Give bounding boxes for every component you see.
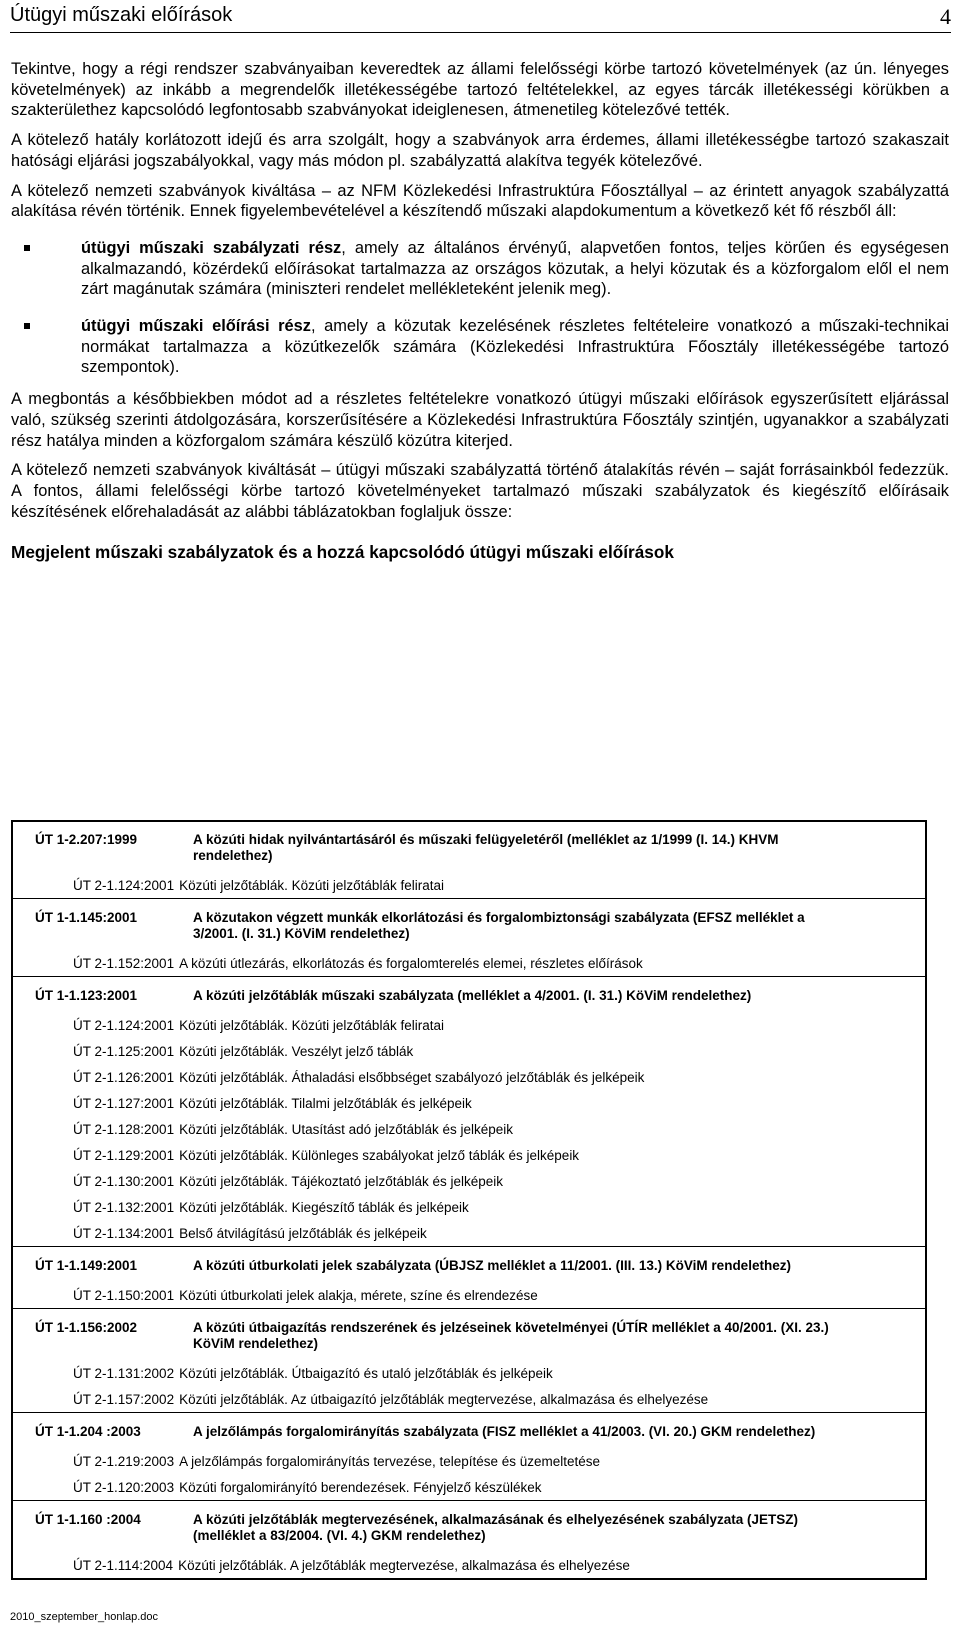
standard-description: Közúti jelzőtáblák. Közúti jelzőtáblák feliratai: [179, 878, 444, 893]
standard-code: ÚT 1-1.156:2002: [35, 1320, 138, 1335]
square-bullet-icon: [24, 245, 30, 251]
standard-description: Közúti jelzőtáblák. Tilalmi jelzőtáblák és jelképeik: [179, 1096, 472, 1111]
bullet-text: , amely a közutak kezelésének részletes feltételeire vonatkozó a műszaki-technikai normákat tartalmazza a közútkezelők számára (Közlekedési Infrastruktúra Főosztály illetékességébe tartozó szempontok).: [81, 317, 949, 377]
standard-code: ÚT 2-1.132:2001: [73, 1200, 175, 1215]
table-sub-row: [13, 1064, 925, 1090]
bullet-bold-term: útügyi műszaki előírási rész: [81, 317, 311, 336]
standard-description: A közutakon végzett munkák elkorlátozási és forgalombiztonsági szabályzata (EFSZ melléklet a 3/2001. (I. 31.) KöViM rendelethez): [193, 910, 805, 941]
standard-description: A jelzőlámpás forgalomirányítás tervezése, telepítése és üzemeltetése: [179, 1454, 601, 1469]
page-header: [10, 0, 951, 33]
standard-code: ÚT 2-1.125:2001: [73, 1044, 175, 1059]
table-sub-row: [13, 950, 925, 976]
section-heading: Megjelent műszaki szabályzatok és a hozzá kapcsolódó útügyi műszaki előírások: [11, 542, 674, 563]
standard-description: Közúti jelzőtáblák. A jelzőtáblák megtervezése, alkalmazása és elhelyezése: [178, 1558, 630, 1573]
standard-code: ÚT 2-1.150:2001: [73, 1288, 175, 1303]
table-sub-row: [13, 1012, 925, 1038]
standard-description: Közúti forgalomirányító berendezések. Fényjelző készülékek: [179, 1480, 542, 1495]
table-sub-row: [13, 1474, 925, 1500]
standard-code: ÚT 2-1.124:2001: [73, 878, 175, 893]
standard-description: Közúti útburkolati jelek alakja, mérete, színe és elrendezése: [179, 1288, 538, 1303]
standard-code: ÚT 2-1.124:2001: [73, 1018, 175, 1033]
standard-code: ÚT 1-2.207:1999: [35, 832, 138, 847]
table-sub-row: [13, 872, 925, 898]
bullet-item: [11, 316, 949, 378]
standard-description: Belső átvilágítású jelzőtáblák és jelképeik: [179, 1226, 427, 1241]
table-sub-row: [13, 1038, 925, 1064]
standard-description: A jelzőlámpás forgalomirányítás szabályzata (FISZ melléklet a 41/2003. (VI. 20.) GKM rendelethez): [193, 1424, 816, 1439]
table-sub-row: [13, 1116, 925, 1142]
footer-filename: 2010_szeptember_honlap.doc: [10, 1611, 159, 1623]
standard-code: ÚT 2-1.219:2003: [73, 1454, 175, 1469]
table-sub-row: [13, 1220, 925, 1246]
table-sub-row: [13, 1168, 925, 1194]
page-number: 4: [940, 4, 951, 29]
standard-code: ÚT 2-1.152:2001: [73, 956, 175, 971]
table-main-row: [13, 1412, 925, 1448]
square-bullet-icon: [24, 323, 30, 329]
standard-description: A közúti jelzőtáblák műszaki szabályzata (melléklet a 4/2001. (I. 31.) KöViM rendelethez): [193, 988, 752, 1003]
standard-description: Közúti jelzőtáblák. Útbaigazító és utaló jelzőtáblák és jelképeik: [179, 1366, 553, 1381]
standards-table: [11, 820, 927, 1580]
standard-description: A közúti hidak nyilvántartásáról és műszaki felügyeletéről (melléklet az 1/1999 (I. 14.) KHVM rendelethez): [193, 832, 779, 863]
table-sub-row: [13, 1142, 925, 1168]
standard-description: A közúti útburkolati jelek szabályzata (ÚBJSZ melléklet a 11/2001. (III. 13.) KöViM rendelethez): [193, 1258, 791, 1273]
table-sub-row: [13, 1282, 925, 1308]
paragraph: A megbontás a későbbiekben módot ad a részletes feltételekre vonatkozó útügyi műszaki előírások egyszerűsített eljárással való, szükség szerinti átdolgozására, korszerűsítésére a Közlekedési Infrastruktúra Főosztály szintjén, ugyanakkor a szabályzati rész hatálya minden a közforgalom számára készülő közútra kiterjed.: [11, 390, 949, 450]
paragraph: A kötelező hatály korlátozott idejű és arra szolgált, hogy a szabványok arra érdemes, állami illetékességbe tartozó szakaszait hatósági eljárási jogszabályokkal, vagy más módon pl. szabályzattá alakítva tegyék kötelezővé.: [11, 131, 949, 170]
standard-code: ÚT 2-1.129:2001: [73, 1148, 175, 1163]
standard-description: Közúti jelzőtáblák. Veszélyt jelző táblák: [179, 1044, 414, 1059]
standard-description: Közúti jelzőtáblák. Az útbaigazító jelzőtáblák megtervezése, alkalmazása és elhelyezése: [179, 1392, 709, 1407]
standard-description: Közúti jelzőtáblák. Utasítást adó jelzőtáblák és jelképeik: [179, 1122, 514, 1137]
document-body: [11, 59, 949, 563]
paragraph: A kötelező nemzeti szabványok kiváltását – útügyi műszaki szabályzattá történő átalakítás révén – saját forrásainkból fedezzük. A fontos, állami felelősségi körbe tartozó követelményeket tartalmazó műszaki szabályzatok és kiegészítő előírásaik készítésének előrehaladását az alábbi táblázatokban foglaljuk össze:: [11, 461, 949, 521]
paragraph: Tekintve, hogy a régi rendszer szabványaiban keveredtek az állami felelősségi körbe tartozó követelmények (az ún. lényeges követelmények) az inkább a megrendelők illetékességébe tartozó feltételekkel, az egyes tárcák illetékességi körükben a szakterülethez kapcsolódó legfontosabb szabványokat ideiglenesen, átmenetileg kötelezővé tették.: [11, 60, 949, 120]
standard-description: A közúti útbaigazítás rendszerének és jelzéseinek követelményei (ÚTÍR melléklet a 40/2001. (XI. 23.) KöViM rendelethez): [193, 1320, 829, 1351]
standard-code: ÚT 1-1.145:2001: [35, 910, 138, 925]
table-sub-row: [13, 1448, 925, 1474]
standard-code: ÚT 2-1.120:2003: [73, 1480, 175, 1495]
table-main-row: [13, 822, 925, 872]
standard-description: A közúti útlezárás, elkorlátozás és forgalomterelés elemei, részletes előírások: [179, 956, 643, 971]
standard-code: ÚT 1-1.123:2001: [35, 988, 138, 1003]
table-main-row: [13, 1246, 925, 1282]
standard-description: Közúti jelzőtáblák. Közúti jelzőtáblák feliratai: [179, 1018, 444, 1033]
document-title: Útügyi műszaki előírások: [10, 4, 233, 26]
standard-code: ÚT 2-1.157:2002: [73, 1392, 175, 1407]
standard-description: A közúti jelzőtáblák megtervezésének, alkalmazásának és elhelyezésének szabályzata (JETSZ) (melléklet a 83/2004. (VI. 4.) GKM rendelethez): [193, 1512, 799, 1543]
table-sub-row: [13, 1386, 925, 1412]
bullet-text: , amely az általános érvényű, alapvetően fontos, teljes körűen és egységesen alkalmazandó, közérdekű előírásokat tartalmazza az országos közutak, a helyi közutak és a közforgalom elől el nem zárt magánutak számára (miniszteri rendelet mellékleteként jelenik meg).: [81, 238, 949, 299]
standard-code: ÚT 2-1.131:2002: [73, 1366, 175, 1381]
standard-code: ÚT 1-1.149:2001: [35, 1258, 138, 1273]
standard-code: ÚT 1-1.160 :2004: [35, 1512, 141, 1527]
standard-code: ÚT 2-1.128:2001: [73, 1122, 175, 1137]
table-sub-row: [13, 1360, 925, 1386]
bullet-bold-term: útügyi műszaki szabályzati rész: [81, 238, 342, 257]
standard-description: Közúti jelzőtáblák. Áthaladási elsőbbséget szabályozó jelzőtáblák és jelképeik: [179, 1070, 645, 1085]
standard-code: ÚT 1-1.204 :2003: [35, 1424, 141, 1439]
table-main-row: [13, 1308, 925, 1360]
table-main-row: [13, 898, 925, 950]
standard-code: ÚT 2-1.134:2001: [73, 1226, 175, 1241]
standard-code: ÚT 2-1.114:2004: [73, 1558, 174, 1573]
bullet-item: [11, 238, 949, 300]
table-sub-row: [13, 1090, 925, 1116]
table-sub-row: [13, 1552, 925, 1578]
standard-code: ÚT 2-1.130:2001: [73, 1174, 175, 1189]
standard-code: ÚT 2-1.126:2001: [73, 1070, 175, 1085]
standard-description: Közúti jelzőtáblák. Tájékoztató jelzőtáblák és jelképeik: [179, 1174, 504, 1189]
paragraph: A kötelező nemzeti szabványok kiváltása – az NFM Közlekedési Infrastruktúra Főosztállyal – az érintett anyagok szabályzattá alakítása révén történik. Ennek figyelembevételével a készítendő műszaki alapdokumentum a következő két fő részből áll:: [11, 181, 949, 221]
table-sub-row: [13, 1194, 925, 1220]
standard-code: ÚT 2-1.127:2001: [73, 1096, 175, 1111]
standard-description: Közúti jelzőtáblák. Kiegészítő táblák és jelképeik: [179, 1200, 469, 1215]
table-main-row: [13, 1500, 925, 1552]
standard-description: Közúti jelzőtáblák. Különleges szabályokat jelző táblák és jelképeik: [179, 1148, 580, 1163]
table-main-row: [13, 976, 925, 1012]
